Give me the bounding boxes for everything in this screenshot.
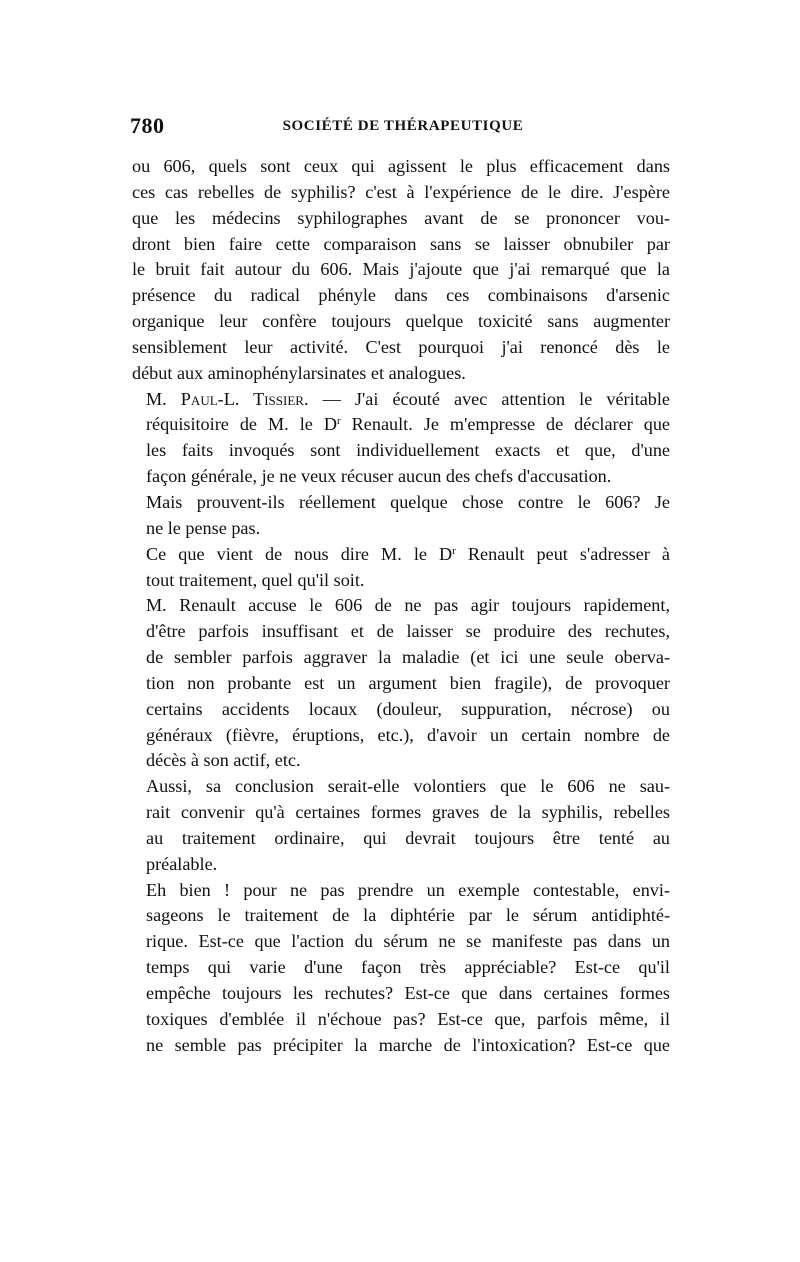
text-line: ou 606, quels sont ceux qui agissent le plus efficacement dans <box>132 156 670 176</box>
text-line: que les médecins syphilographes avant de se prononcer vou- <box>132 207 670 228</box>
text-line: tout traitement, quel qu'il soit. <box>146 569 365 590</box>
page-number: 780 <box>130 113 165 138</box>
text-line: organique leur confère toujours quelque toxicité sans augmenter <box>132 311 670 332</box>
paragraph-2 <box>132 387 670 490</box>
text-line: Eh bien ! pour ne pas prendre un exemple contestable, envi- <box>146 879 670 900</box>
text-line: ne semble pas précipiter la marche de l'intoxication? Est-ce que <box>146 1034 670 1055</box>
text-line <box>132 387 670 413</box>
paragraph-7 <box>132 878 670 1059</box>
text-line-fragment: — J'ai écouté avec attention le véritable <box>308 388 670 409</box>
text-line: empêche toujours les rechutes? Est-ce que dans certaines formes <box>146 983 670 1003</box>
text-line: rait convenir qu'à certaines formes graves de la syphilis, rebelles <box>146 802 670 823</box>
paragraph-4 <box>132 542 670 594</box>
text-line: ces cas rebelles de syphilis? c'est à l'expérience de le dire. J'espère <box>132 181 670 202</box>
paragraph-1 <box>132 154 670 387</box>
paragraph-6 <box>132 774 670 877</box>
superscript-r: r <box>452 544 456 557</box>
text-line: préalable. <box>146 853 218 874</box>
paragraph-3 <box>132 490 670 542</box>
text-line: généraux (fièvre, éruptions, etc.), d'avoir un certain nombre de <box>146 724 670 745</box>
text-line: réquisitoire de M. le $D^r$ Renault. Je m'empresse de déclarer que <box>146 414 670 435</box>
text-line: les faits invoqués sont individuellement exacts et que, d'une <box>146 440 670 461</box>
text-line: début aux aminophénylarsinates et analogues. <box>132 362 466 383</box>
text-line: sensiblement leur activité. C'est pourquoi j'ai renoncé dès le <box>132 336 670 357</box>
text-line: au traitement ordinaire, qui devrait toujours être tenté au <box>146 827 670 848</box>
text-line: le bruit fait autour du 606. Mais j'ajoute que j'ai remarqué que la <box>132 259 670 280</box>
text-line: Aussi, sa conclusion serait-elle volontiers que le 606 ne sau- <box>146 776 670 797</box>
text-line: toxiques d'emblée il n'échoue pas? Est-ce que, parfois même, il <box>146 1008 670 1029</box>
text-line: façon générale, je ne veux récuser aucun des chefs d'accusation. <box>146 466 612 487</box>
text-line: dront bien faire cette comparaison sans se laisser obnubiler par <box>132 233 670 254</box>
text-line: certains accidents locaux (douleur, suppuration, nécrose) ou <box>146 698 670 719</box>
text-line: ne le pense pas. <box>146 517 261 538</box>
text-line: Ce que vient de nous dire M. le $D^r$ Renault peut s'adresser à <box>146 543 670 564</box>
paragraph-5 <box>132 593 670 774</box>
text-line: Mais prouvent-ils réellement quelque chose contre le 606? Je <box>146 491 670 512</box>
running-title: SOCIÉTÉ DE THÉRAPEUTIQUE <box>282 118 524 134</box>
running-head <box>130 113 670 141</box>
body-text <box>132 154 670 1059</box>
text-line: décès à son actif, etc. <box>146 750 301 771</box>
text-line: M. Renault accuse le 606 de ne pas agir toujours rapidement, <box>146 595 670 616</box>
text-line: présence du radical phényle dans ces combinaisons d'arsenic <box>132 285 670 306</box>
text-line: de sembler parfois aggraver la maladie (et ici une seule oberva- <box>146 647 670 668</box>
speaker-name: M. Paul-L. Tissier. <box>146 388 309 409</box>
superscript-r: r <box>336 415 341 428</box>
text-line: d'être parfois insuffisant et de laisser se produire des rechutes, <box>146 621 670 642</box>
text-line: sageons le traitement de la diphtérie par le sérum antidiphté- <box>146 905 670 926</box>
text-line: tion non probante est un argument bien fragile), de provoquer <box>146 672 670 693</box>
text-line: rique. Est-ce que l'action du sérum ne se manifeste pas dans un <box>146 931 670 952</box>
text-line: temps qui varie d'une façon très appréciable? Est-ce qu'il <box>146 957 670 978</box>
